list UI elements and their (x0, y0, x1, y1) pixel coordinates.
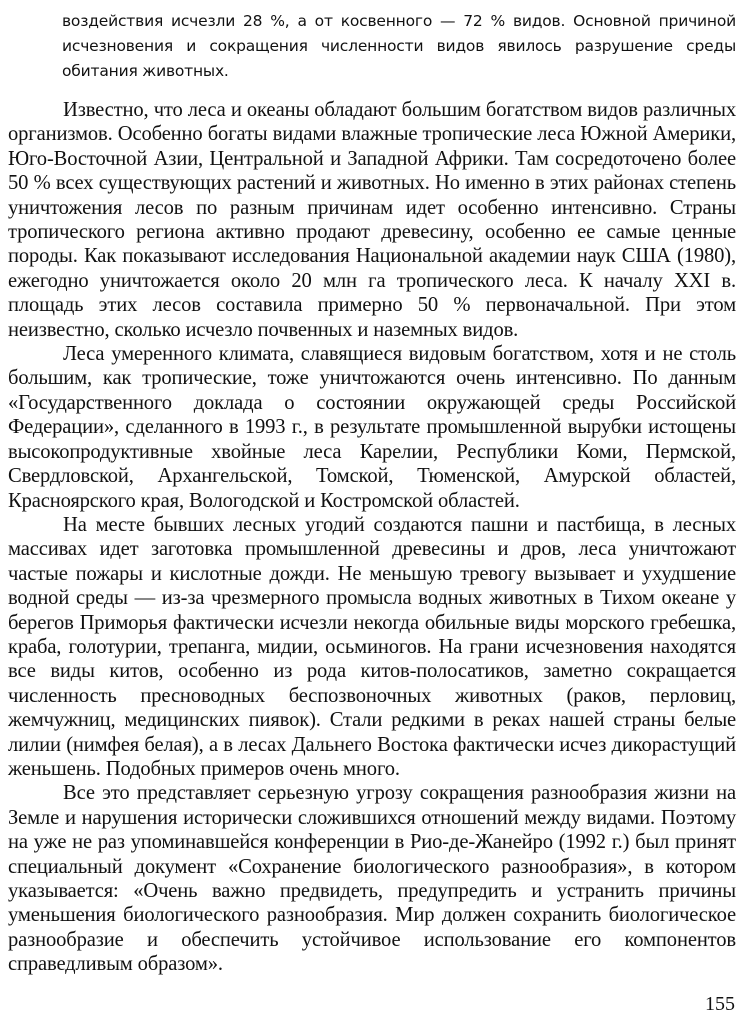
intro-paragraph: воздействия исчезли 28 %, а от косвенного — 72 % видов. Основной причиной исчезновения и сокращения численности видов явилось разрушение среды обитания животных. (62, 12, 736, 80)
paragraph-temperate-forests: Леса умеренного климата, славящиеся видовым богатством, хотя и не столь большим, как тропические, тоже уничтожаются очень интенсивно. По данным «Государственного доклада о состоянии окружающей среды Российской Федерации», сделанного в 1993 г., в результате промышленной вырубки истощены высокопродуктивные хвойные леса Карелии, Республики Коми, Пермской, Свердловской, Архангельской, Томской, Тюменской, Амурской областей, Красноярского края, Вологодской и Костромской областей. (8, 343, 736, 512)
paragraph-biodiversity-conference: Все это представляет серьезную угрозу сокращения разнообразия жизни на Земле и нарушения исторически сложившихся отношений между видами. Поэтому на уже не раз упоминавшейся конференции в Рио-де-Жанейро (1992 г.) был принят специальный документ «Сохранение биологического разнообразия», в котором указывается: «Очень важно предвидеть, предупредить и устранить причины уменьшения биологического разнообразия. Мир должен сохранить биологическое разнообразие и обеспечить устойчивое использование его компонентов справедливым образом». (8, 782, 736, 976)
main-text (8, 98, 736, 977)
paragraph-tropical-forests: Известно, что леса и океаны обладают большим богатством видов различных организмов. Особенно богаты видами влажные тропические леса Южной Америки, Юго-Восточной Азии, Центральной и Западной Африки. Там сосредоточено более 50 % всех существующих растений и животных. Но именно в этих районах степень уничтожения лесов по разным причинам идет особенно интенсивно. Страны тропического региона активно продают древесину, особенно ее самые ценные породы. Как показывают исследования Национальной академии наук США (1980), ежегодно уничтожается около 20 млн га тропического леса. К началу XXI в. площадь этих лесов составила примерно 50 % первоначальной. При этом неизвестно, сколько исчезло почвенных и наземных видов. (8, 99, 736, 341)
paragraph-habitat-loss: На месте бывших лесных угодий создаются пашни и пастбища, в лесных массивах идет заготовка промышленной древесины и дров, леса уничтожают частые пожары и кислотные дожди. Не меньшую тревогу вызывает и ухудшение водной среды — из-за чрезмерного промысла водных животных в Тихом океане у берегов Приморья фактически исчезли некогда обильные виды морского гребешка, краба, голотурии, трепанга, мидии, осьминогов. На грани исчезновения находятся все виды китов, особенно из рода китов-полосатиков, заметно сокращается численность пресноводных беспозвоночных животных (раков, перловиц, жемчужниц, медицинских пиявок). Стали редкими в реках нашей страны белые лилии (нимфея белая), а в лесах Дальнего Востока фактически исчез дикорастущий женьшень. Подобных примеров очень много. (8, 513, 736, 780)
page-number: 155 (705, 993, 735, 1015)
